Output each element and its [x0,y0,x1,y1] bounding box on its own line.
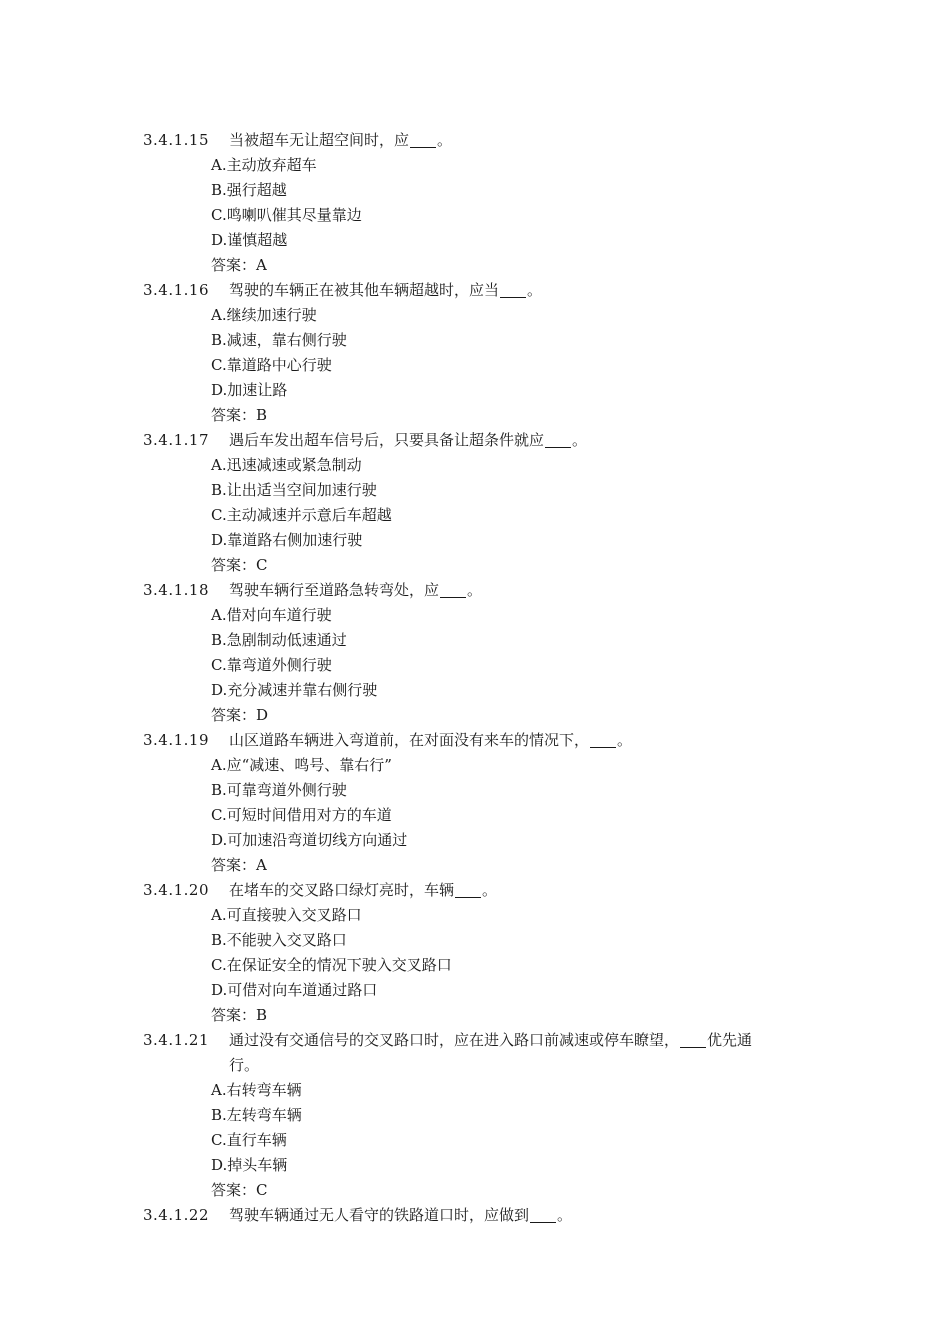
option-b: B.强行超越 [211,181,287,199]
answer-blank [530,1206,556,1223]
option-c: C.靠弯道外侧行驶 [211,656,332,674]
question-item [143,1203,823,1228]
question-stem [143,128,823,153]
answer-line: 答案：D [211,706,269,724]
option-a: A.可直接驶入交叉路口 [211,906,362,924]
answer-line: 答案：A [211,256,267,274]
answer-line: 答案：C [211,1181,268,1199]
question-number: 3.4.1.17 [143,431,210,449]
answer-line: 答案：B [211,1006,268,1024]
question-stem [143,1028,823,1053]
option-d: D.加速让路 [211,381,288,399]
question-stem [143,278,823,303]
question-item [143,1028,823,1203]
answer-blank [500,281,526,298]
option-d: D.靠道路右侧加速行驶 [211,531,363,549]
question-text: 山区道路车辆进入弯道前，在对面没有来车的情况下， 。 [229,731,633,749]
option-d: D.可加速沿弯道切线方向通过 [211,831,408,849]
answer-blank [410,131,436,148]
option-b: B.让出适当空间加速行驶 [211,481,377,499]
question-item [143,878,823,1028]
option-a: A.迅速减速或紧急制动 [211,456,362,474]
question-text: 驾驶车辆通过无人看守的铁路道口时，应做到 。 [229,1206,573,1224]
answer-blank [680,1031,706,1048]
question-number: 3.4.1.22 [143,1206,210,1224]
question-stem [143,728,823,753]
question-number: 3.4.1.18 [143,581,210,599]
option-a: A.借对向车道行驶 [211,606,332,624]
question-number: 3.4.1.21 [143,1031,210,1049]
option-a: A.主动放弃超车 [211,156,317,174]
question-text: 通过没有交通信号的交叉路口时，应在进入路口前减速或停车瞭望， 优先通 [229,1031,753,1049]
question-list [143,128,823,1228]
option-c: C.靠道路中心行驶 [211,356,332,374]
option-c: C.在保证安全的情况下驶入交叉路口 [211,956,452,974]
question-stem [143,878,823,903]
option-c: C.直行车辆 [211,1131,287,1149]
answer-blank [440,581,466,598]
option-a: A.右转弯车辆 [211,1081,302,1099]
question-stem [143,428,823,453]
question-item [143,578,823,728]
answer-blank [455,881,481,898]
option-b: B.急剧制动低速通过 [211,631,347,649]
answer-blank [590,731,616,748]
question-number: 3.4.1.15 [143,131,210,149]
answer-line: 答案：B [211,406,268,424]
option-c: C.主动减速并示意后车超越 [211,506,392,524]
option-a: A.继续加速行驶 [211,306,317,324]
question-item [143,278,823,428]
question-text: 在堵车的交叉路口绿灯亮时，车辆 。 [229,881,498,899]
option-b: B.可靠弯道外侧行驶 [211,781,347,799]
question-item [143,428,823,578]
option-d: D.掉头车辆 [211,1156,288,1174]
option-b: B.不能驶入交叉路口 [211,931,347,949]
answer-line: 答案：C [211,556,268,574]
option-c: C.鸣喇叭催其尽量靠边 [211,206,362,224]
question-stem [143,1203,823,1228]
option-a: A.应“减速、鸣号、靠右行” [211,756,392,774]
question-number: 3.4.1.20 [143,881,210,899]
question-text: 驾驶的车辆正在被其他车辆超越时，应当 。 [229,281,543,299]
question-item [143,128,823,278]
option-b: B.左转弯车辆 [211,1106,302,1124]
option-d: D.可借对向车道通过路口 [211,981,378,999]
answer-line: 答案：A [211,856,267,874]
question-number: 3.4.1.16 [143,281,210,299]
question-text: 驾驶车辆行至道路急转弯处，应 。 [229,581,483,599]
answer-blank [545,431,571,448]
question-item [143,728,823,878]
question-number: 3.4.1.19 [143,731,210,749]
option-d: D.谨慎超越 [211,231,288,249]
option-c: C.可短时间借用对方的车道 [211,806,392,824]
option-d: D.充分减速并靠右侧行驶 [211,681,378,699]
question-text: 遇后车发出超车信号后，只要具备让超条件就应 。 [229,431,588,449]
question-text: 当被超车无让超空间时，应 。 [229,131,453,149]
question-stem [143,578,823,603]
question-text-continuation: 行。 [229,1056,260,1074]
option-b: B.减速，靠右侧行驶 [211,331,347,349]
